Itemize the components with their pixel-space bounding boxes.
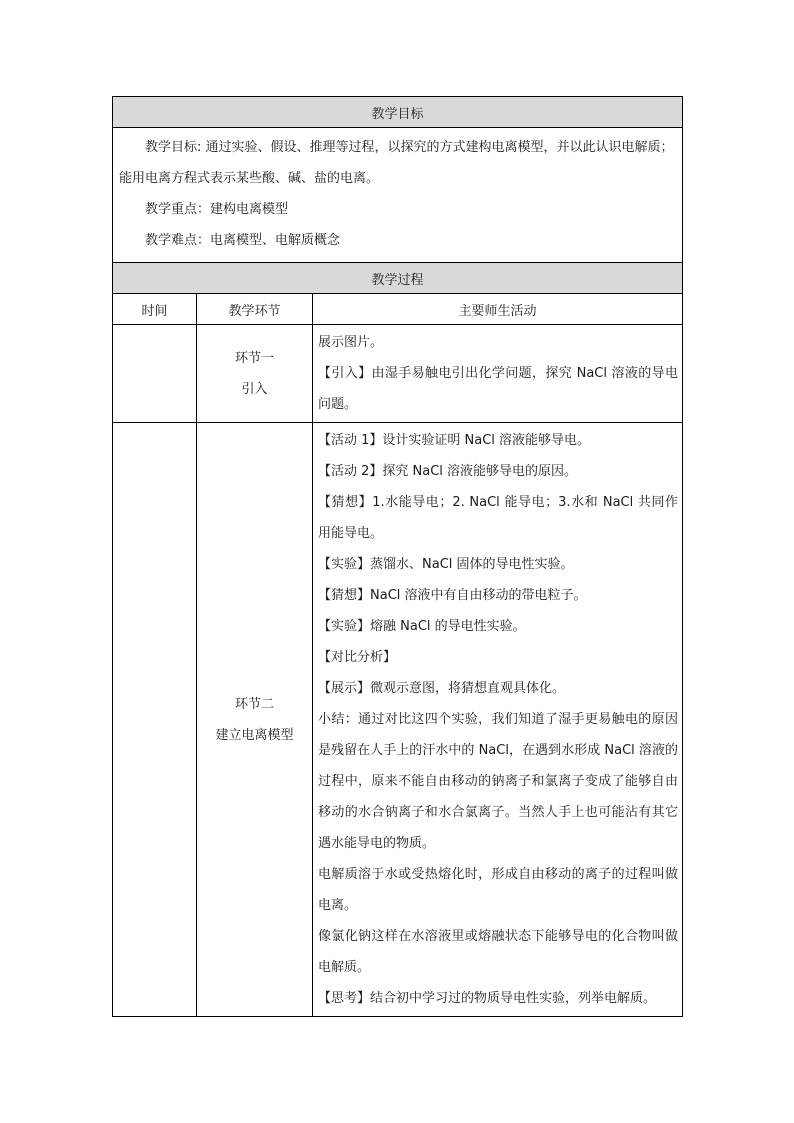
goals-content-row [113,128,683,263]
stage-title: 引入 [241,381,268,397]
table-row [113,325,683,423]
teaching-key-point: 教学重点：建构电离模型 [145,202,289,217]
stage-number: 环节一 [234,350,274,366]
activity-item: 【实验】熔融 NaCl 的导电性实验。 [318,619,526,634]
activity-item: 像氯化钠这样在水溶液里或熔融状态下能够导电的化合物叫做电解质。 [318,929,678,975]
stage-cell [197,325,313,423]
lesson-plan-page [112,96,682,1017]
activity-item: 【猜想】1.水能导电；2. NaCl 能导电；3.水和 NaCl 共同作用能导电。 [318,495,678,541]
activities-cell [313,325,683,423]
column-header-activities: 主要师生活动 [313,294,683,325]
table-row [113,423,683,1017]
activity-item: 小结：通过对比这四个实验，我们知道了湿手更易触电的原因是残留在人手上的汗水中的 NaCl，在遇到水形成 NaCl 溶液的过程中，原来不能自由移动的钠离子和氯离子变成了能够自由移动的水合钠离子和水合氯离子。当然人手上也可能沾有其它遇水能导电的物质。 [318,712,678,851]
activity-item: 【引入】由湿手易触电引出化学问题，探究 NaCl 溶液的导电问题。 [318,366,678,412]
goals-header-row [113,97,683,128]
activity-item: 【对比分析】 [318,650,397,665]
activity-item: 【展示】微观示意图，将猜想直观具体化。 [318,681,566,696]
time-cell [113,423,197,1017]
process-header-row [113,263,683,294]
stage-cell [197,423,313,1017]
activities-cell [313,423,683,1017]
activity-item: 【思考】结合初中学习过的物质导电性实验，列举电解质。 [318,991,657,1006]
lesson-plan-table [112,96,683,1017]
goals-content [113,128,683,263]
activity-item: 【活动 2】探究 NaCl 溶液能够导电的原因。 [318,464,578,479]
activity-item: 【猜想】NaCl 溶液中有自由移动的带电粒子。 [318,588,587,603]
activity-item: 展示图片。 [318,335,384,350]
column-header-time: 时间 [113,294,197,325]
time-cell [113,325,197,423]
activity-item: 【活动 1】设计实验证明 NaCl 溶液能够导电。 [318,433,591,448]
column-header-stage: 教学环节 [197,294,313,325]
process-header: 教学过程 [113,263,683,294]
teaching-difficulty: 教学难点：电离模型、电解质概念 [145,233,341,248]
column-header-row [113,294,683,325]
activity-item: 电解质溶于水或受热熔化时，形成自由移动的离子的过程叫做电离。 [318,867,678,913]
stage-number: 环节二 [234,696,274,712]
teaching-objectives: 教学目标: 通过实验、假设、推理等过程，以探究的方式建构电离模型，并以此认识电解质；能用电离方程式表示某些酸、碱、盐的电离。 [119,140,674,186]
stage-title: 建立电离模型 [215,727,294,743]
goals-header: 教学目标 [113,97,683,128]
activity-item: 【实验】蒸馏水、NaCl 固体的导电性实验。 [318,557,574,572]
